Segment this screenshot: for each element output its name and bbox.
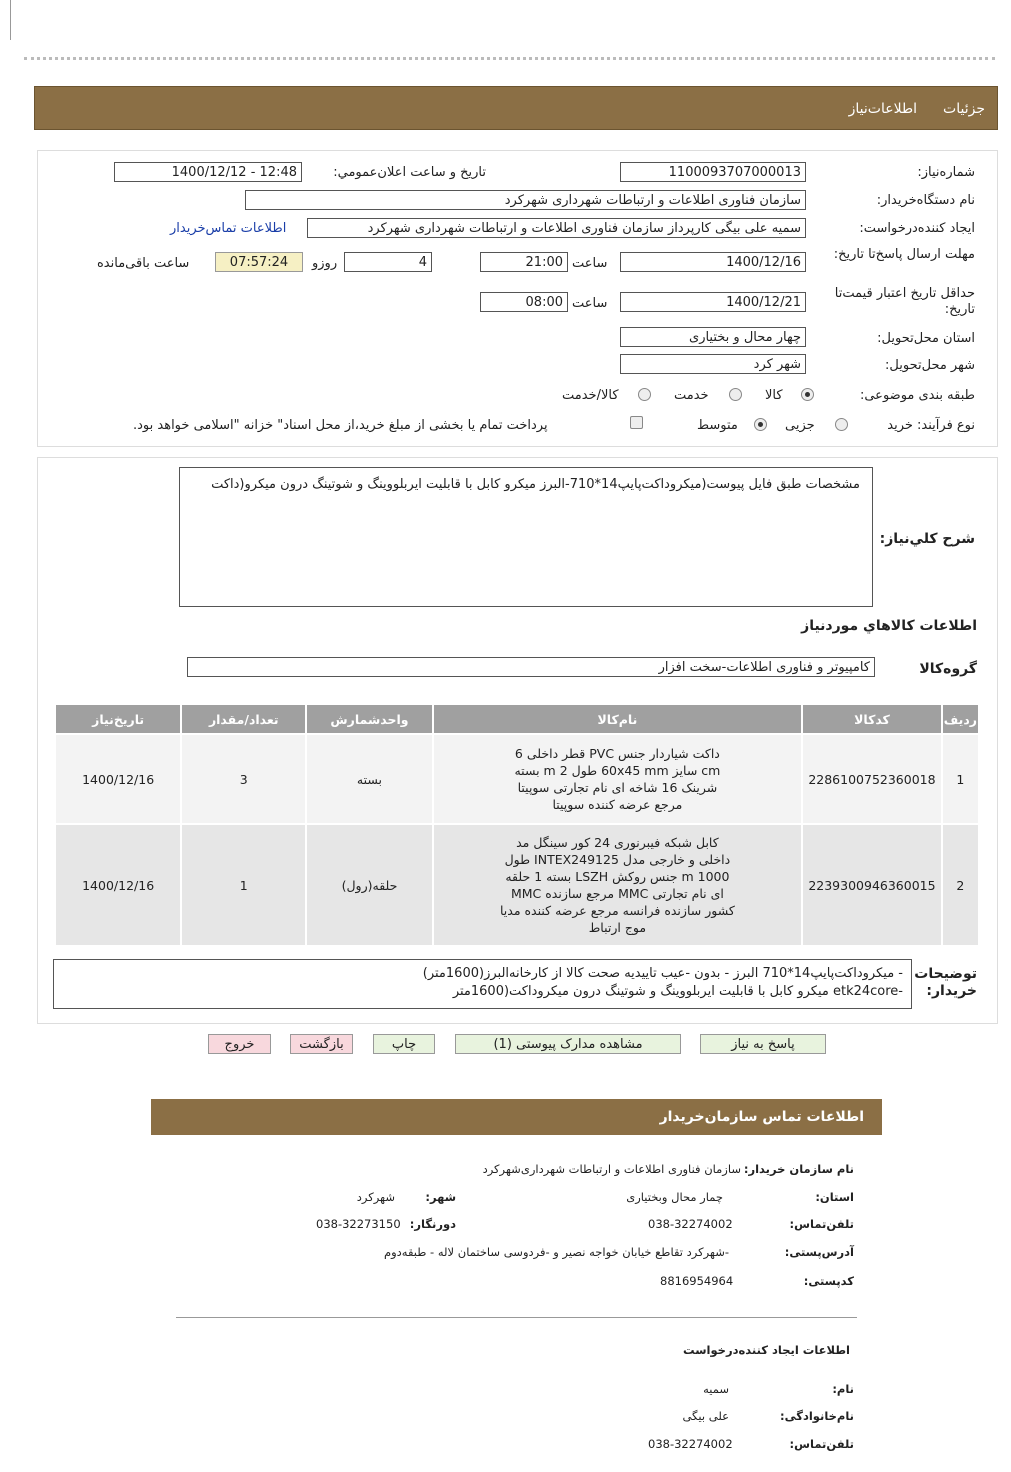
price-validity-time-label: ساعت xyxy=(572,296,608,311)
contact-org-label: نام سازمان خریدار: xyxy=(743,1162,854,1176)
table-row xyxy=(56,735,978,823)
deadline-time-label: ساعت xyxy=(572,256,608,271)
province-label: استان محل‌تحویل: xyxy=(877,331,975,346)
process-radio-minor[interactable] xyxy=(835,418,848,431)
city-label: شهر محل‌تحویل: xyxy=(885,358,975,373)
exit-button[interactable]: خروج xyxy=(208,1034,271,1054)
buyer-notes-line2: -etk24core میکرو کابل با قابلیت ایربلووینگ و شوتینگ درون میکروداکت(1600متر xyxy=(452,984,903,999)
description-label: شرح کلي‌نیاز: xyxy=(879,531,975,547)
treasury-checkbox[interactable] xyxy=(630,416,643,429)
description-textbox: مشخصات طبق فایل پیوست(میکروداکت‌پایپ14*710-البرز میکرو کابل با قابلیت ایربلووینگ و شوتینگ درون میکرو(داکت xyxy=(179,467,873,607)
creator-family-label: نام‌خانوادگی: xyxy=(780,1409,854,1423)
buyer-org-label: نام دستگاه‌خریدار: xyxy=(876,193,975,208)
row-unit: حلقه(رول) xyxy=(307,825,431,945)
contact-address-value: -شهرکرد تقاطع خیابان خواجه نصیر و -فردوسی ساختمان لاله - طبقه‌دوم xyxy=(384,1245,729,1259)
goods-section-title: اطلاعات کالاهاي موردنياز xyxy=(801,618,977,634)
city-field: شهر کرد xyxy=(620,354,806,374)
category-label: طبقه بندی موضوعی: xyxy=(859,388,975,403)
creator-field: سمیه علی بیگی کارپرداز سازمان فناوری اطلاعات و ارتباطات شهرداری شهرکرد xyxy=(307,218,806,238)
contact-province-label: استان: xyxy=(815,1190,854,1204)
view-attachments-button[interactable]: مشاهده مدارک پیوستی (1) xyxy=(455,1034,681,1054)
creator-phone-value: 038-32274002 xyxy=(648,1437,733,1451)
col-date: تاریخ‌نیاز xyxy=(56,705,180,733)
contact-postal-label: کدپستی: xyxy=(803,1274,854,1288)
creator-info-title: اطلاعات ایجاد کننده‌درخواست xyxy=(683,1343,850,1357)
goods-group-label: گروه‌کالا xyxy=(919,661,977,677)
creator-family-value: علی بیگی xyxy=(682,1409,729,1423)
process-option-minor: جزیی xyxy=(785,418,815,433)
contact-phone-value: 038-32274002 xyxy=(648,1217,733,1231)
tab-details[interactable]: جزئیات xyxy=(943,101,985,117)
contact-title-bar xyxy=(151,1099,882,1135)
contact-address-label: آدرس‌پستی: xyxy=(784,1245,854,1259)
price-validity-date-field: 1400/12/21 xyxy=(620,292,806,312)
col-code: کدکالا xyxy=(803,705,941,733)
remaining-label: ساعت باقی‌مانده xyxy=(97,256,190,271)
creator-label: ایجاد کننده‌درخواست: xyxy=(859,221,975,236)
category-radio-goods[interactable] xyxy=(801,388,814,401)
row-name-text: داکت شیاردار جنس PVC قطر داخلی 6 cm سایز 60x45 mm طول 2 m بسته شرینک 16 شاخه ای نام تجارتی سوپیتا مرجع عرضه کننده سوپیتا xyxy=(514,746,721,812)
page-edge-line xyxy=(10,0,11,40)
buyer-contact-link[interactable]: اطلاعات تماس‌خریدار xyxy=(170,221,287,236)
contact-province-value: چمار محال وبختیاری xyxy=(626,1190,723,1204)
need-number-label: شماره‌نیاز: xyxy=(917,165,975,180)
process-radio-medium[interactable] xyxy=(754,418,767,431)
deadline-time-field: 21:00 xyxy=(480,252,568,272)
col-index: ردیف xyxy=(943,705,978,733)
category-option-goods: کالا xyxy=(765,388,783,403)
buyer-notes-line1: - میکروداکت‌پایپ14*710 البرز - بدون -عیب تاییدیه صحت کالا از کارخانه‌البرز(1600متر) xyxy=(422,966,903,981)
deadline-date-field: 1400/12/16 xyxy=(620,252,806,272)
category-radio-both[interactable] xyxy=(638,388,651,401)
table-row xyxy=(56,825,978,945)
col-qty: تعداد/مقدار xyxy=(182,705,305,733)
row-unit: بسته xyxy=(307,735,431,823)
contact-title: اطلاعات تماس سازمان‌خریدار xyxy=(659,1109,864,1125)
goods-group-field: کامپیوتر و فناوری اطلاعات-سخت افزار xyxy=(187,657,875,677)
category-radio-service[interactable] xyxy=(729,388,742,401)
row-index: 1 xyxy=(943,735,978,823)
contact-city-value: شهرکرد xyxy=(356,1190,395,1204)
contact-phone-label: تلفن‌تماس: xyxy=(789,1217,854,1231)
days-field: 4 xyxy=(344,252,432,272)
category-option-both: کالا/خدمت xyxy=(562,388,619,403)
process-option-medium: متوسط xyxy=(697,418,738,433)
contact-postal-value: 8816954964 xyxy=(660,1274,734,1288)
price-validity-time-field: 08:00 xyxy=(480,292,568,312)
row-qty: 1 xyxy=(182,825,305,945)
row-qty: 3 xyxy=(182,735,305,823)
row-date: 1400/12/16 xyxy=(56,735,180,823)
reply-button[interactable]: پاسخ به نیاز xyxy=(700,1034,826,1054)
creator-name-value: سمیه xyxy=(703,1382,729,1396)
contact-divider xyxy=(176,1317,857,1318)
deadline-label: مهلت ارسال پاسخ‌تا تاریخ: xyxy=(833,247,975,262)
days-label: روزو xyxy=(312,256,338,271)
announce-label: تاریخ و ساعت اعلان‌عمومي: xyxy=(333,165,486,180)
contact-city-label: شهر: xyxy=(425,1190,456,1204)
col-unit: واحدشمارش xyxy=(307,705,431,733)
announce-field: 1400/12/12 - 12:48 xyxy=(114,162,302,182)
row-index: 2 xyxy=(943,825,978,945)
buyer-notes-box xyxy=(53,959,912,1009)
buyer-org-field: سازمان فناوری اطلاعات و ارتباطات شهرداری شهرکرد xyxy=(245,190,806,210)
category-option-service: خدمت xyxy=(674,388,709,403)
row-name xyxy=(434,735,801,823)
row-name xyxy=(434,825,801,945)
need-number-field: 1100093707000013 xyxy=(620,162,806,182)
row-date: 1400/12/16 xyxy=(56,825,180,945)
creator-phone-label: تلفن‌تماس: xyxy=(789,1437,854,1451)
process-label: نوع فرآیند: خرید xyxy=(887,418,975,433)
creator-name-label: نام: xyxy=(832,1382,854,1396)
price-validity-label: حداقل تاریخ اعتبار قیمت‌تا تاریخ: xyxy=(834,286,975,317)
remaining-timer: 07:57:24 xyxy=(215,252,303,272)
contact-fax-label: دورنگار: xyxy=(409,1217,456,1231)
buyer-notes-label: توضیحات خریدار: xyxy=(914,966,977,999)
goods-table-header xyxy=(56,705,978,733)
contact-org-value: سازمان فناوری اطلاعات و ارتباطات شهرداری‌شهرکرد xyxy=(482,1162,741,1176)
row-code: 2239300946360015 xyxy=(803,825,941,945)
payment-note: پرداخت تمام یا بخشی از مبلغ خرید،از محل اسناد" خزانه "اسلامی خواهد بود. xyxy=(133,418,548,433)
header-bar xyxy=(34,86,998,130)
back-button[interactable]: بازگشت xyxy=(290,1034,353,1054)
province-field: چهار محال و بختیاری xyxy=(620,327,806,347)
row-code: 2286100752360018 xyxy=(803,735,941,823)
goods-table xyxy=(54,703,980,947)
col-name: نام‌کالا xyxy=(434,705,801,733)
dotted-divider xyxy=(24,57,995,60)
contact-fax-value: 038-32273150 xyxy=(316,1217,401,1231)
print-button[interactable]: چاپ xyxy=(373,1034,435,1054)
row-name-text: کابل شبکه فیبرنوری 24 کور سینگل مد داخلی و خارجی مدل INTEX249125 طول 1000 m جنس روکش LSZH بسته 1 حلقه ای نام تجارتی MMC مرجع سازنده MMC کشور سازنده فرانسه مرجع عرضه کننده مدیا موج ارتباط xyxy=(499,835,735,935)
tab-need-info[interactable]: اطلاعات‌نیاز xyxy=(848,101,917,117)
